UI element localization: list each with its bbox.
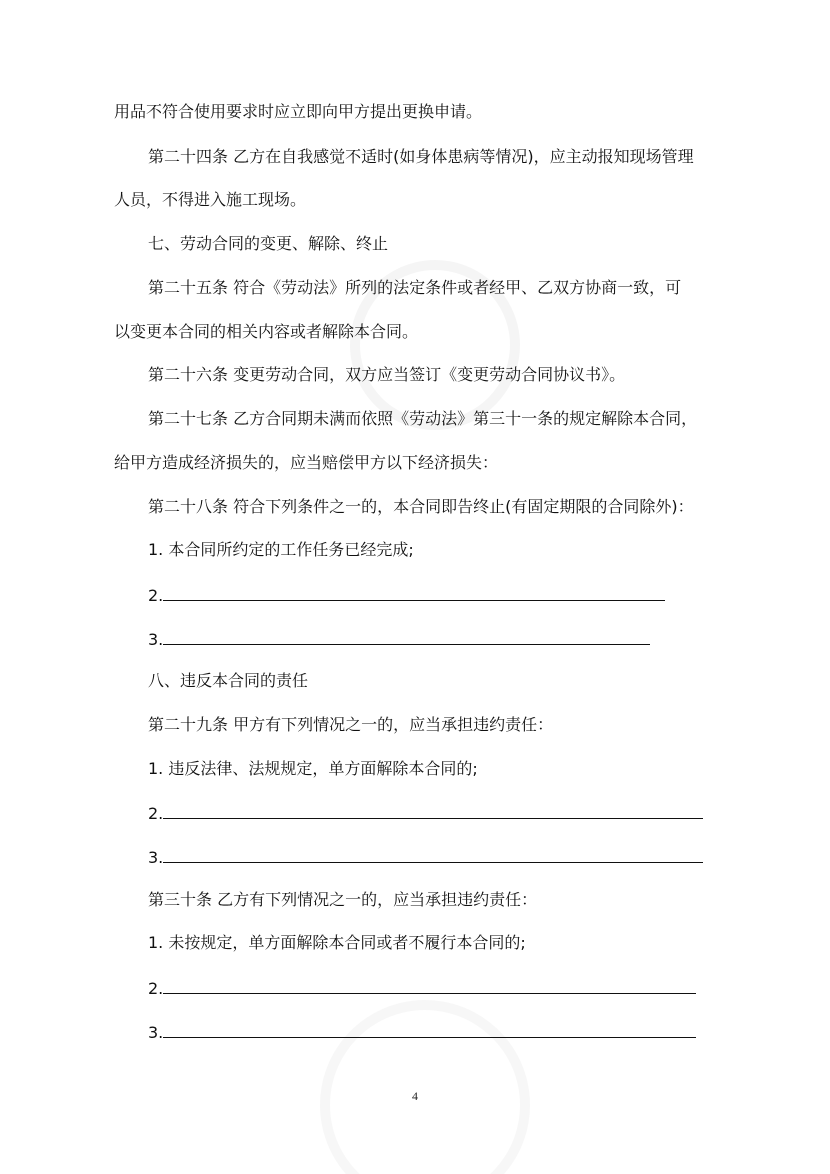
list-number: 2. xyxy=(148,586,164,605)
section-heading: 八、违反本合同的责任 xyxy=(148,671,309,690)
paragraph-line: 用品不符合使用要求时应立即向甲方提出更换申请。 xyxy=(114,102,483,121)
fill-blank-item[interactable] xyxy=(148,976,696,998)
list-item: 1. 未按规定，单方面解除本合同或者不履行本合同的; xyxy=(148,933,526,952)
blank-line[interactable] xyxy=(163,801,703,819)
paragraph-line: 第二十四条 乙方在自我感觉不适时(如身体患病等情况)，应主动报知现场管理 xyxy=(148,147,694,166)
blank-line[interactable] xyxy=(163,845,703,863)
list-item: 1. 违反法律、法规规定，单方面解除本合同的; xyxy=(148,759,478,778)
paragraph-line: 第三十条 乙方有下列情况之一的，应当承担违约责任： xyxy=(148,890,538,909)
fill-blank-item[interactable] xyxy=(148,627,650,649)
fill-blank-item[interactable] xyxy=(148,1020,696,1042)
list-number: 3. xyxy=(148,1023,164,1042)
fill-blank-item[interactable] xyxy=(148,583,665,605)
paragraph-line: 给甲方造成经济损失的，应当赔偿甲方以下经济损失： xyxy=(114,453,499,472)
paragraph-line: 以变更本合同的相关内容或者解除本合同。 xyxy=(114,322,419,341)
fill-blank-item[interactable] xyxy=(148,845,703,867)
page-number: 4 xyxy=(412,1089,418,1103)
list-number: 3. xyxy=(148,848,164,867)
paragraph-line: 第二十六条 变更劳动合同，双方应当签订《变更劳动合同协议书》。 xyxy=(148,365,626,384)
section-heading: 七、劳动合同的变更、解除、终止 xyxy=(148,234,389,253)
paragraph-line: 第二十八条 符合下列条件之一的，本合同即告终止(有固定期限的合同除外)： xyxy=(148,497,694,516)
blank-line[interactable] xyxy=(163,976,696,994)
blank-line[interactable] xyxy=(163,583,665,601)
paragraph-line: 第二十七条 乙方合同期未满而依照《劳动法》第三十一条的规定解除本合同， xyxy=(148,409,698,428)
list-item: 1. 本合同所约定的工作任务已经完成; xyxy=(148,540,414,559)
list-number: 2. xyxy=(148,979,164,998)
list-number: 2. xyxy=(148,804,164,823)
paragraph-line: 第二十五条 符合《劳动法》所列的法定条件或者经甲、乙双方协商一致，可 xyxy=(148,278,682,297)
blank-line[interactable] xyxy=(163,627,650,645)
list-number: 3. xyxy=(148,630,164,649)
blank-line[interactable] xyxy=(163,1020,696,1038)
fill-blank-item[interactable] xyxy=(148,801,703,823)
paragraph-line: 人员，不得进入施工现场。 xyxy=(114,190,307,209)
paragraph-line: 第二十九条 甲方有下列情况之一的，应当承担违约责任： xyxy=(148,715,554,734)
